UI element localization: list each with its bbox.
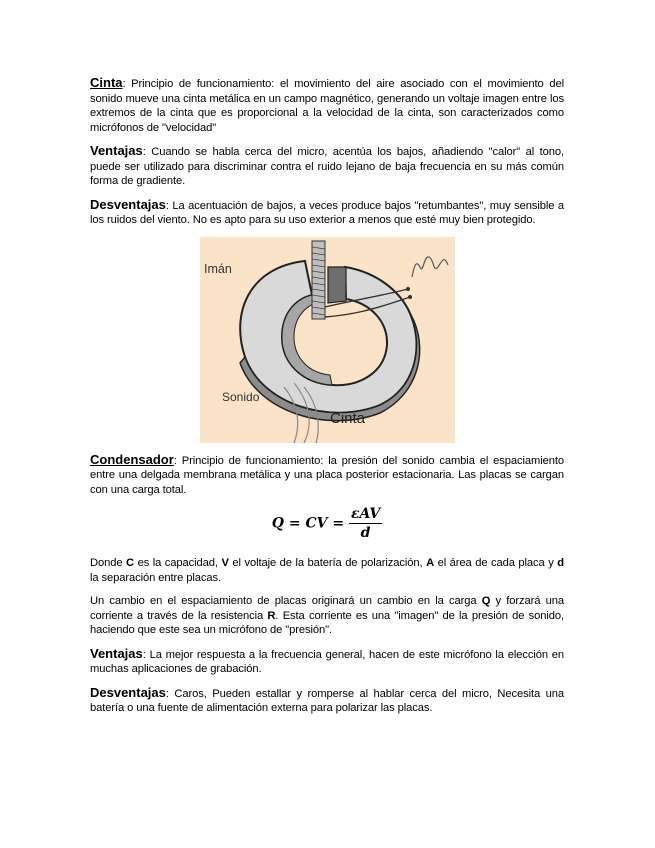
cinta-desventajas-paragraph xyxy=(90,198,564,228)
condensador-text: : Principio de funcionamiento: la presión del sonido cambia el espaciamiento entre una delgada membrana metálica y una placa posterior estacionaria. Las placas se cargan con una carga total. xyxy=(90,454,564,496)
cinta-paragraph xyxy=(90,76,564,135)
donde-text: la separación entre placas. xyxy=(90,571,222,584)
label-iman: Imán xyxy=(203,261,232,276)
symbol-q: Q xyxy=(481,595,491,607)
cinta-desventajas-heading: Desventajas xyxy=(90,196,166,212)
symbol-c: C xyxy=(126,557,135,569)
wire-end-dot xyxy=(408,295,412,299)
donde-text: el área de cada placa y xyxy=(434,557,558,569)
cond-ventajas-heading: Ventajas xyxy=(90,645,143,661)
signal-wave xyxy=(412,256,448,276)
formula-denominator: d xyxy=(360,525,371,541)
symbol-v: V xyxy=(221,557,229,569)
label-cinta: Cinta xyxy=(329,409,365,427)
cinta-ventajas-paragraph xyxy=(90,144,564,189)
cond-ventajas-text: : La mejor respuesta a la frecuencia general, hacen de este micrófono la elección en muchas aplicaciones de grabación. xyxy=(90,648,564,675)
formula-lhs: Q = CV = xyxy=(271,515,345,532)
cinta-desventajas-text: : La acentuación de bajos, a veces produce bajos "retumbantes", muy sensible a los ruidos del viento. No es apto para su uso exterior a menos que esté muy bien protegido. xyxy=(90,199,564,226)
cond-desventajas-text: : Caros, Pueden estallar y romperse al hablar cerca del micro, Necesita una batería o una fuente de alimentación externa para polarizar las placas. xyxy=(90,687,564,714)
cond-desventajas-paragraph xyxy=(90,686,564,716)
document-content xyxy=(90,76,564,725)
cond-ventajas-paragraph xyxy=(90,647,564,677)
symbol-a: A xyxy=(426,557,435,569)
cinta-heading: Cinta xyxy=(90,75,123,90)
donde-text: Donde xyxy=(90,557,127,569)
symbol-d: d xyxy=(557,557,564,569)
ribbon-microphone-diagram xyxy=(200,237,455,443)
condensador-paragraph xyxy=(90,453,564,498)
cambio-text: Un cambio en el espaciamiento de placas originará un cambio en la carga xyxy=(90,595,482,607)
formula-fraction xyxy=(349,506,382,541)
cambio-text: . Esta corriente es una "imagen" de la presión de sonido, haciendo que este sea un micrófono de "presión". xyxy=(90,609,564,636)
cinta-text: : Principio de funcionamiento: el movimiento del aire asociado con el movimiento del sonido mueve una cinta metálica en un campo magnético, generando un voltaje imagen entre los extremos de la cinta que es proporcional a la velocidad de la cinta, son caracterizados como micrófonos de "velocidad" xyxy=(90,78,564,134)
cond-desventajas-heading: Desventajas xyxy=(90,684,166,700)
symbol-r: R xyxy=(267,609,276,622)
capacitance-formula xyxy=(90,506,564,546)
donde-text: el voltaje de la batería de polarización, xyxy=(228,557,427,569)
formula-numerator: εAV xyxy=(350,506,381,522)
condensador-heading: Condensador xyxy=(90,451,174,467)
cinta-ventajas-text: : Cuando se habla cerca del micro, acentúa los bajos, añadiendo "calor" al tono, puede ser utilizado para discriminar contra el ruido lejano de baja frecuencia en su más común forma de gradiente. xyxy=(90,146,564,187)
donde-paragraph xyxy=(90,556,564,585)
ribbon-microphone-figure xyxy=(200,237,455,443)
cambio-paragraph xyxy=(90,594,564,638)
donde-text: es la capacidad, xyxy=(134,557,222,569)
label-sonido: Sonido xyxy=(221,389,259,404)
cinta-ventajas-heading: Ventajas xyxy=(90,143,143,158)
cambio-text: y forzará una corriente a través de la resistencia xyxy=(90,595,564,622)
wire-end-dot xyxy=(406,287,410,291)
pole-piece xyxy=(328,267,346,303)
